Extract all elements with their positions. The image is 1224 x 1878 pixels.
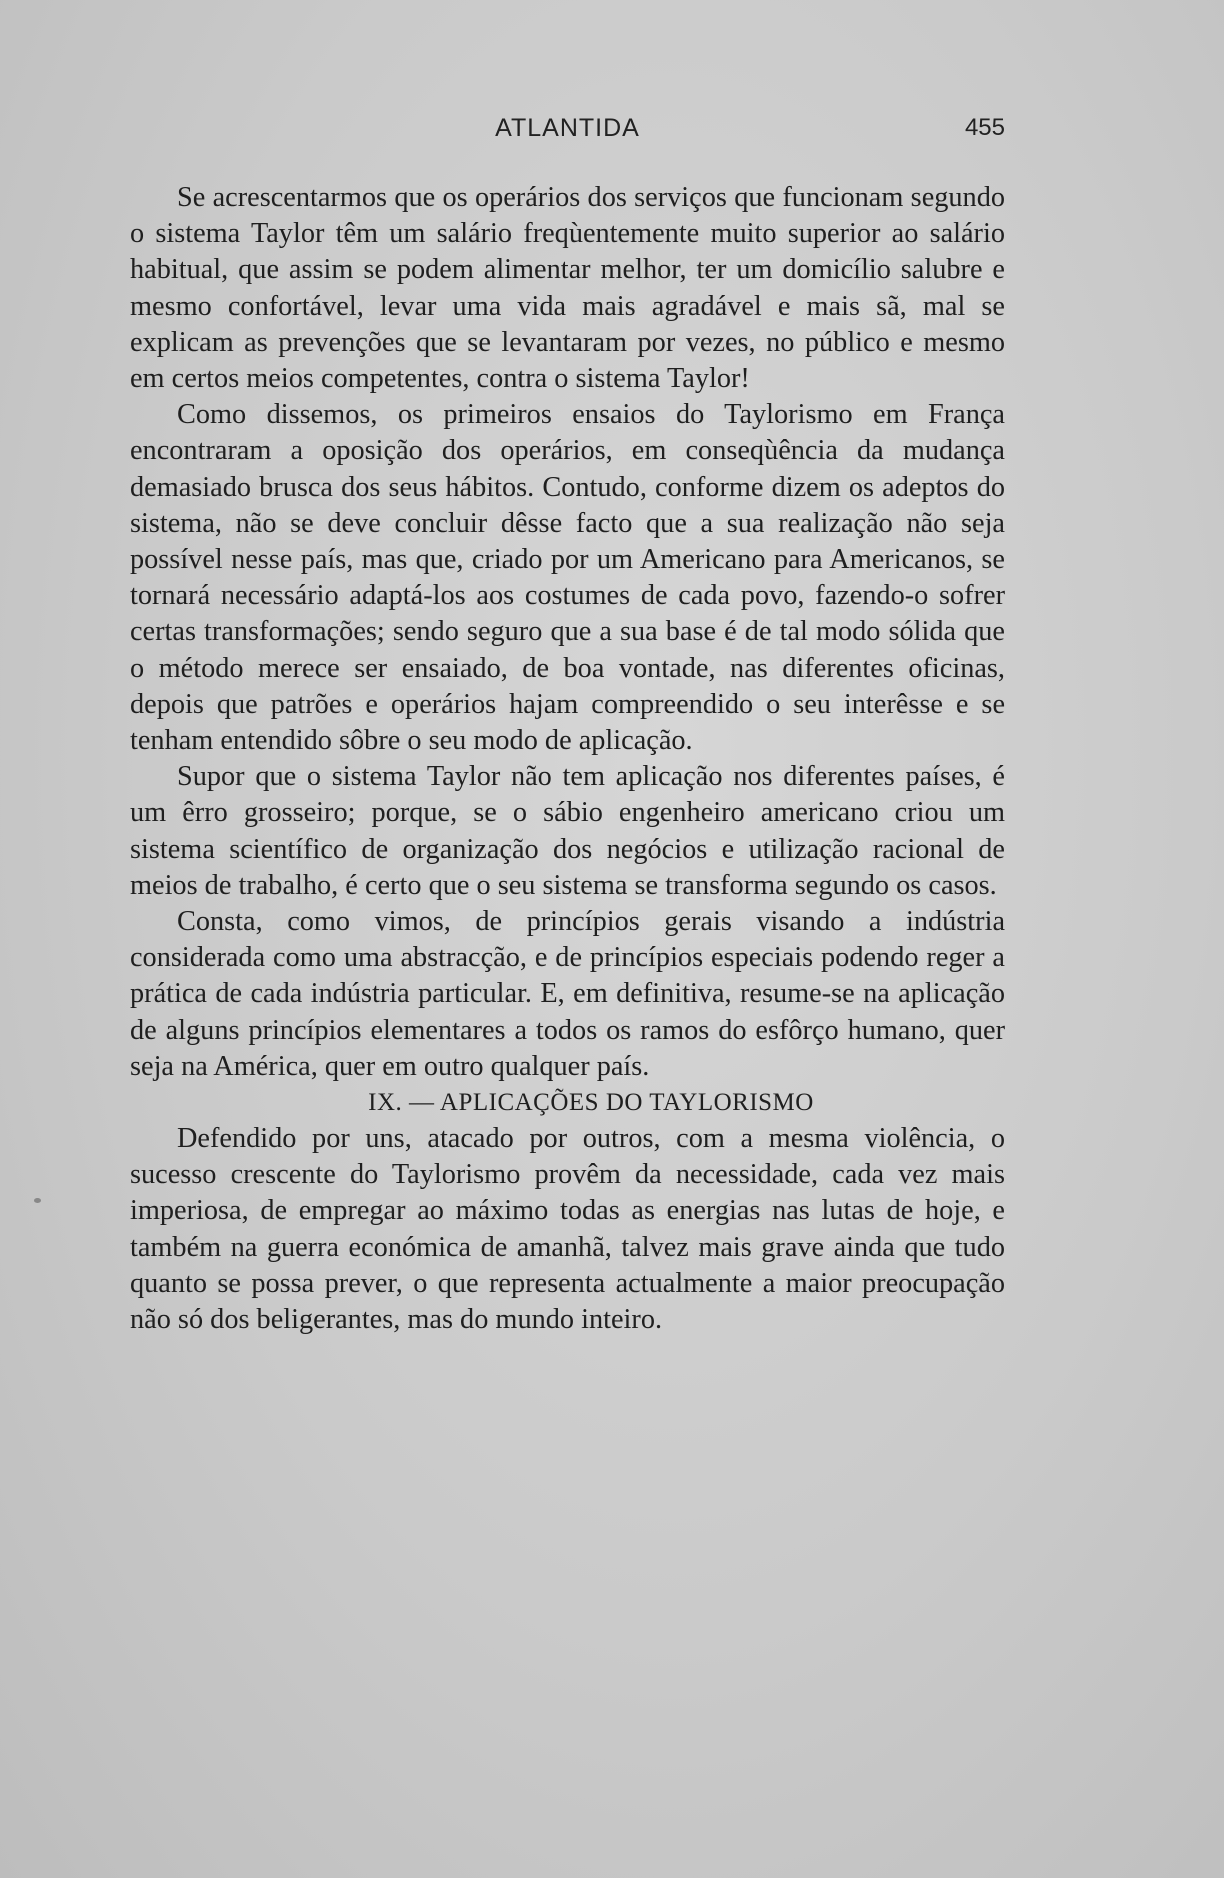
running-title: ATLANTIDA bbox=[495, 114, 640, 142]
paragraph-4: Consta, como vimos, de princípios gerais visando a indústria considerada como uma abstracção, e de princípios especiais podendo reger a prática de cada indústria particular. E, em definitiva, resume-se na aplicação de alguns princípios elementares a todos os ramos do esfôrço humano, quer seja na América, quer em outro qualquer país. bbox=[130, 906, 1005, 1082]
page-number: 455 bbox=[964, 114, 1005, 141]
paper-speck bbox=[34, 1198, 41, 1203]
paragraph-1: Se acrescentarmos que os operários dos serviços que funcionam segundo o sistema Taylor têm um salário freqùentemente muito superior ao salário habitual, que assim se podem alimentar melhor, ter um domicílio salubre e mesmo confortável, levar uma vida mais agradável e mais sã, mal se explicam as prevenções que se levantaram por vezes, no público e mesmo em certos meios competentes, contra o sistema Taylor! bbox=[130, 182, 1005, 395]
section-heading: IX. — APLICAÇÕES DO TAYLORISMO bbox=[368, 1089, 814, 1117]
paragraph-2: Como dissemos, os primeiros ensaios do Taylorismo em França encontraram a oposição dos operários, em conseqùência da mudança demasiado brusca dos seus hábitos. Contudo, conforme dizem os adeptos do sistema, não se deve concluir dêsse facto que a sua realização não seja possível nesse país, mas que, criado por um Americano para Americanos, se tornará necessário adaptá-los aos costumes de cada povo, fazendo-o sofrer certas transformações; sendo seguro que a sua base é de tal modo sólida que o método merece ser ensaiado, de boa vontade, nas diferentes oficinas, depois que patrões e operários hajam compreendido o seu interêsse e se tenham entendido sôbre o seu modo de aplicação. bbox=[130, 399, 1005, 757]
section-paragraph-1: Defendido por uns, atacado por outros, com a mesma violência, o sucesso crescente do Taylorismo provêm da necessidade, cada vez mais imperiosa, de empregar ao máximo todas as energias nas lutas de hoje, e também na guerra económica de amanhã, talvez mais grave ainda que tudo quanto se possa prever, o que representa actualmente a maior preocupação não só dos beligerantes, mas do mundo inteiro. bbox=[130, 1123, 1005, 1336]
body-text bbox=[130, 180, 1005, 1338]
running-header bbox=[130, 114, 1005, 148]
paragraph-3: Supor que o sistema Taylor não tem aplicação nos diferentes países, é um êrro grosseiro; porque, se o sábio engenheiro americano criou um sistema scientífico de organização dos negócios e utilização racional de meios de trabalho, é certo que o seu sistema se transforma segundo os casos. bbox=[130, 761, 1005, 901]
